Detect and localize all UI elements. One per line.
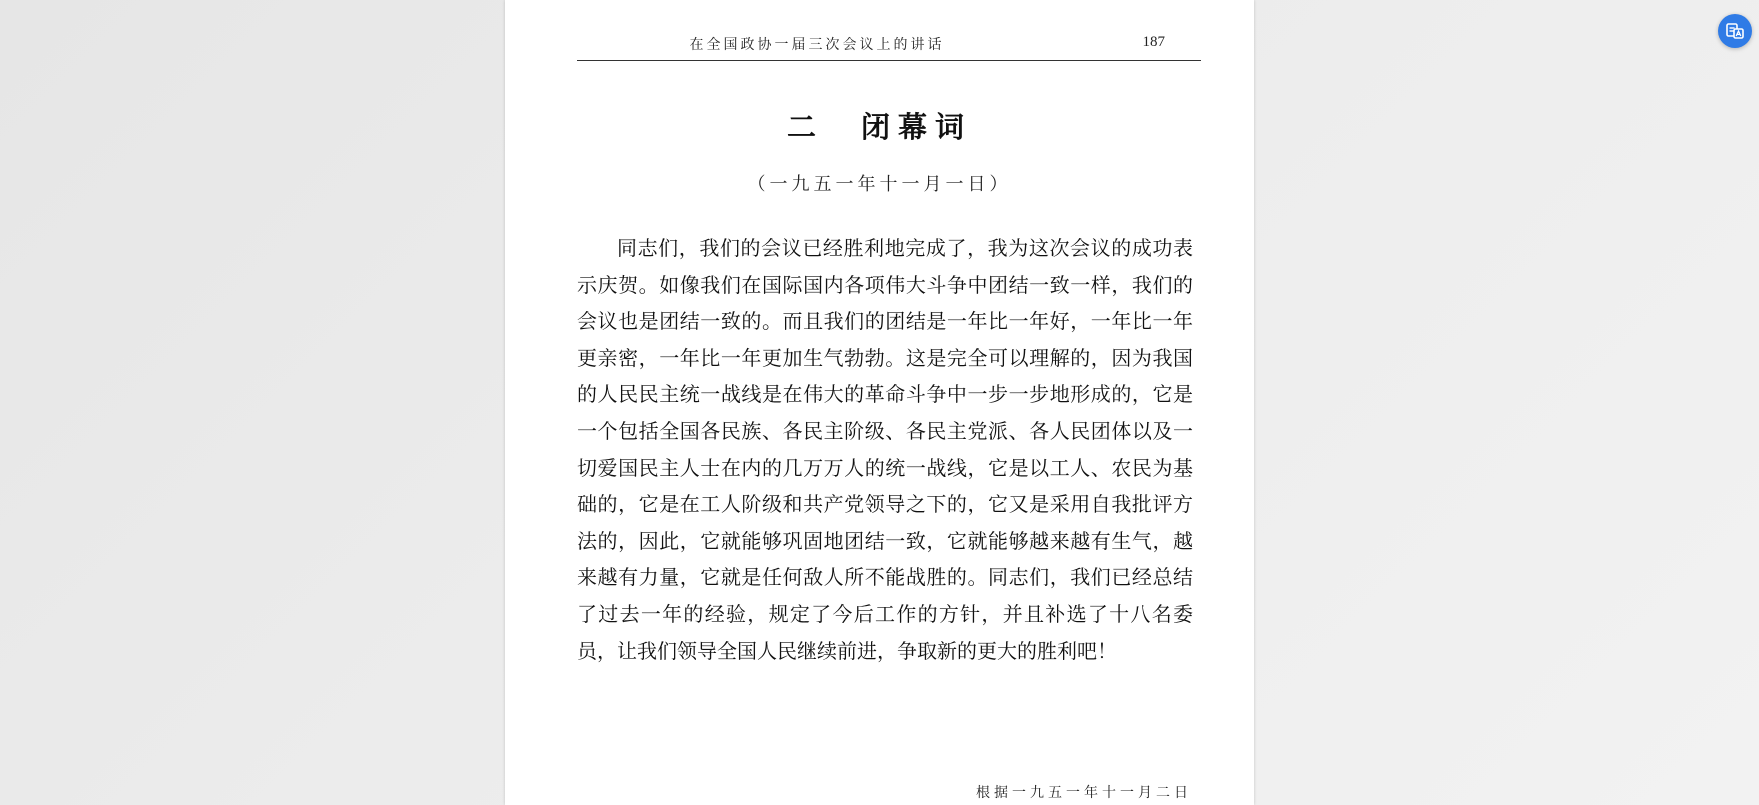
page-number: 187 bbox=[1142, 34, 1165, 50]
document-page bbox=[505, 0, 1254, 805]
body-paragraph: 同志们，我们的会议已经胜利地完成了，我为这次会议的成功表示庆贺。如像我们在国际国内各项伟大斗争中团结一致一样，我们的会议也是团结一致的。而且我们的团结是一年比一年好，一年比一年更亲密，一年比一年更加生气勃勃。这是完全可以理解的，因为我国的人民民主统一战线是在伟大的革命斗争中一步一步地形成的，它是一个包括全国各民族、各民主阶级、各民主党派、各人民团体以及一切爱国民主人士在内的几万万人的统一战线，它是以工人、农民为基础的，它是在工人阶级和共产党领导之下的，它又是采用自我批评方法的，因此，它就能够巩固地团结一致，它就能够越来越有生气，越来越有力量，它就是任何敌人所不能战胜的。同志们，我们已经总结了过去一年的经验，规定了今后工作的方针，并且补选了十八名委员，让我们领导全国人民继续前进，争取新的更大的胜利吧！ bbox=[577, 236, 1193, 663]
chapter-date: （一九五一年十一月一日） bbox=[747, 174, 1012, 195]
source-note: 根据一九五一年十一月二日 bbox=[976, 785, 1192, 801]
running-header-title: 在全国政协一届三次会议上的讲话 bbox=[689, 37, 945, 53]
translate-button[interactable] bbox=[1718, 14, 1752, 48]
running-header bbox=[577, 34, 1201, 61]
translate-icon bbox=[1725, 21, 1745, 41]
chapter-title: 二 闭幕词 bbox=[786, 110, 972, 144]
